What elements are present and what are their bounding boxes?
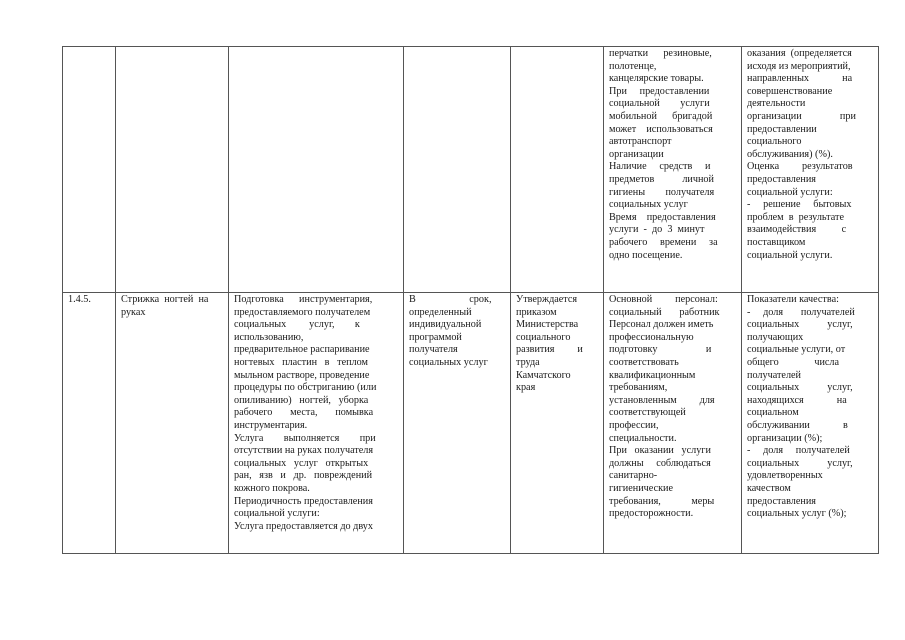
cell-conditions-continued: перчатки резиновые, полотенце, канцелярские товары. При предоставлении социальной услуги мобильной бригадой может использоваться автотранспорт организации Наличие средств и предметов личной гигиены получателя социальных услуг Время предоставления услуги - до 3 минут рабочего времени за одно посещение. [603,46,741,292]
cell-term: В срок, определенный индивидуальной программой получателя социальных услуг [403,292,510,553]
cell-tariff-empty [510,46,603,292]
cell-number: 1.4.5. [62,292,115,553]
cell-service-name: Стрижка ногтей на руках [115,292,228,553]
cell-quality-continued: оказания (определяется исходя из мероприятий, направленных на совершенствование деятельности организации при предоставлении социального обслуживания) (%). Оценка результатов предоставления социальной услуги: - решение бытовых проблем в результате взаимодействия с поставщиком социальной услуги. [741,46,878,292]
cell-description: Подготовка инструментария, предоставляемого получателем социальных услуг, к использованию, предварительное распаривание ногтевых пластин в теплом мыльном растворе, проведение процедуры по обстриганию (или опиливанию) ногтей, уборка рабочего места, помывка инструментария. Услуга выполняется при отсутствии на руках получателя социальных услуг открытых ран, язв и др. повреждений кожного покрова. Периодичность предоставления социальной услуги: Услуга предоставляется до двух [228,292,403,553]
cell-service-empty [115,46,228,292]
cell-quality-indicators: Показатели качества: - доля получателей социальных услуг, получающих социальные услуги, от общего числа получателей социальных услуг, находящихся на социальном обслуживании в организации (%); - доля получателей социальных услуг, удовлетворенных качеством предоставления социальных услуг (%); [741,292,878,553]
cell-number-empty [62,46,115,292]
cell-conditions: Основной персонал: социальный работник Персонал должен иметь профессиональную подготовку и соответствовать квалификационным требованиям, установленным для соответствующей профессии, специальности. При оказании услуги должны соблюдаться санитарно- гигиенические требования, меры предосторожности. [603,292,741,553]
cell-description-empty [228,46,403,292]
table-right-border [878,46,879,553]
table-bottom-border [62,553,879,554]
cell-term-empty [403,46,510,292]
cell-tariff: Утверждается приказом Министерства социального развития и труда Камчатского края [510,292,603,553]
